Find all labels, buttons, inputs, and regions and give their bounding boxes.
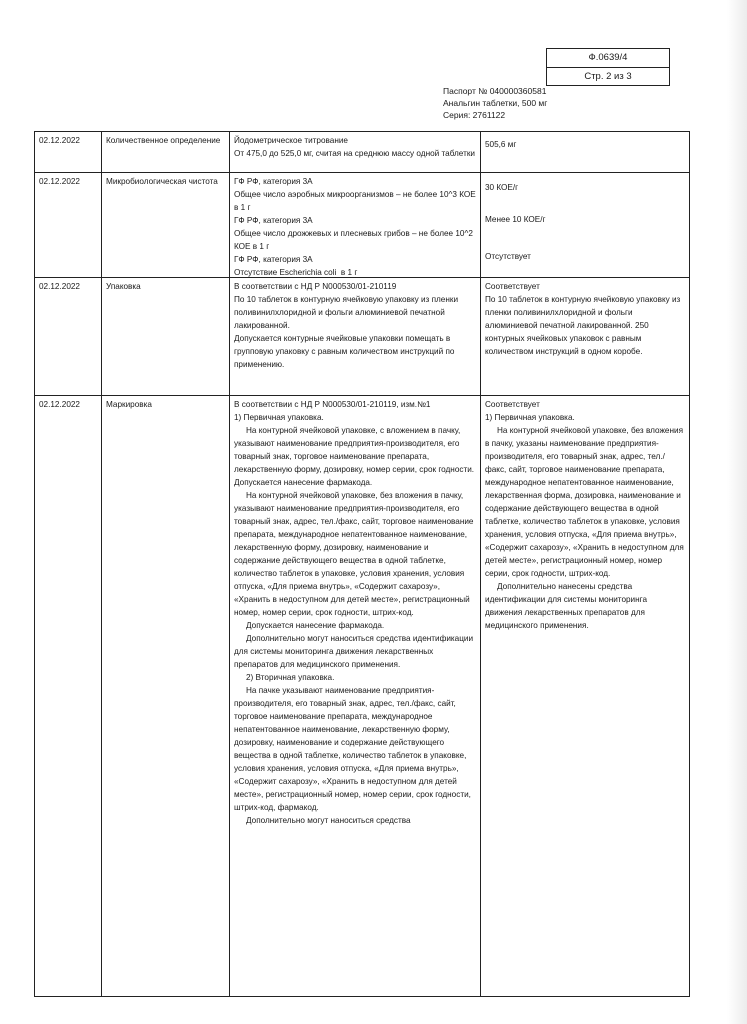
requirement-text: Йодометрическое титрование xyxy=(234,136,348,145)
product-name: Анальгин таблетки, 500 мг xyxy=(443,98,548,108)
test-name-cell: Микробиологическая чистота xyxy=(101,173,229,277)
date-cell: 02.12.2022 xyxy=(34,396,101,996)
requirement-text: Общее число дрожжевых и плесневых грибов – не более 10^2 КОЕ в 1 г xyxy=(234,229,476,251)
series-number: Серия: 2761122 xyxy=(443,110,506,120)
result-text: 505,6 мг xyxy=(485,140,517,149)
date-cell: 02.12.2022 xyxy=(34,173,101,277)
requirement-text: ГФ РФ, категория 3А xyxy=(234,177,313,186)
requirement-text: По 10 таблеток в контурную ячейковую упаковку из пленки поливинилхлоридной и фольги алюминиевой печатной лакированной. xyxy=(234,295,461,330)
requirement-text: В соответствии с НД Р N000530/01-210119, изм.№1 xyxy=(234,400,431,409)
test-name-cell: Маркировка xyxy=(101,396,229,996)
passport-number: Паспорт № 040000360581 xyxy=(443,86,547,96)
result-text: Менее 10 КОЕ/г xyxy=(485,215,546,224)
requirement-text: Допускается нанесение фармакода. xyxy=(246,621,385,630)
requirement-cell xyxy=(229,278,480,395)
requirement-cell xyxy=(229,173,480,277)
scan-page-edge xyxy=(727,0,747,1024)
requirement-text: Дополнительно могут наноситься средства xyxy=(246,816,411,825)
result-cell xyxy=(480,396,690,996)
requirement-text: Дополнительно могут наноситься средства идентификации для системы мониторинга движения лекарственных препаратов для медицинского применения. xyxy=(234,634,476,669)
result-cell xyxy=(480,132,690,172)
date-cell: 02.12.2022 xyxy=(34,132,101,172)
requirement-text: На контурной ячейковой упаковке, без вложения в пачку, указывают наименование предприятия-производителя, его товарный знак, адрес, тел./факс, сайт, торговое наименование препарата, международное непатентованное наименование, лекарственную форму, дозировку, наименование и содержание действующего вещества в одной таблетке, количество таблеток в упаковке, условия хранения, условия отпуска, «Для приема внутрь», «Содержит сахарозу», «Хранить в недоступном для детей месте», регистрационный номер, номер серии, срок годности, штрих-код. xyxy=(234,491,476,617)
requirement-text: В соответствии с НД Р N000530/01-210119 xyxy=(234,282,397,291)
requirement-text: ГФ РФ, категория 3А xyxy=(234,255,313,264)
result-text: 30 КОЕ/г xyxy=(485,183,519,192)
table-row xyxy=(34,278,690,396)
result-cell xyxy=(480,173,690,277)
date-cell: 02.12.2022 xyxy=(34,278,101,395)
result-cell xyxy=(480,278,690,395)
result-text: На контурной ячейковой упаковке, без вложения в пачку, указаны наименование предприятия-производителя, его товарный знак, адрес, тел./факс, сайт, торговое наименование препарата, международное непатентованное наименование, лекарственная форма, дозировка, наименование и содержание действующего вещества в одной таблетке, количество таблеток в упаковке, условия хранения, условия отпуска, «Для приема внутрь», «Содержит сахарозу», «Хранить в недоступном для детей месте», регистрационный номер, номер серии, срок годности, штрих-код. xyxy=(485,426,687,578)
requirement-text: На контурной ячейковой упаковке, с вложением в пачку, указывают наименование предприятия-производителя, его товарный знак, торговое наименование препарата, лекарственную форму, дозировку, номер серии, срок годности. Допускается нанесение фармакода. xyxy=(234,426,477,487)
requirement-text: Допускается контурные ячейковые упаковки помещать в групповую упаковку с равным количеством инструкций по применению. xyxy=(234,334,457,369)
result-text: Соответствует xyxy=(485,400,540,409)
table-row xyxy=(34,132,690,173)
test-results-table xyxy=(34,131,690,997)
result-text: Отсутствует xyxy=(485,252,531,261)
table-row xyxy=(34,173,690,278)
requirement-text: От 475,0 до 525,0 мг, считая на среднюю массу одной таблетки xyxy=(234,149,475,158)
requirement-text: ГФ РФ, категория 3А xyxy=(234,216,313,225)
result-text: 1) Первичная упаковка. xyxy=(485,413,575,422)
requirement-cell xyxy=(229,132,480,172)
result-text: Дополнительно нанесены средства идентификации для системы мониторинга движения лекарственных препаратов для медицинского применения. xyxy=(485,582,650,630)
requirement-text: Общее число аэробных микроорганизмов – не более 10^3 КОЕ в 1 г xyxy=(234,190,478,212)
test-name-cell: Количественное определение xyxy=(101,132,229,172)
table-row xyxy=(34,396,690,997)
requirement-cell xyxy=(229,396,480,996)
result-text: По 10 таблеток в контурную ячейковую упаковку из пленки поливинилхлоридной и фольги алюминиевой печатной лакированной. 250 контурных ячейковых упаковок с равным количеством инструкций в одном коробе. xyxy=(485,295,683,356)
requirement-text: На пачке указывают наименование предприятия-производителя, его товарный знак, адрес, тел./факс, сайт, торговое наименование препарата, международное непатентованное наименование, лекарственную форму, дозировку, наименование и содержание действующего вещества в одной таблетке, количество таблеток в упаковке, условия хранения, условия отпуска, «Для приема внутрь», «Содержит сахарозу», «Хранить в недоступном для детей месте», регистрационный номер, номер серии, срок годности, штрих-код, фармакод. xyxy=(234,686,474,812)
form-code: Ф.0639/4 xyxy=(547,49,669,68)
requirement-text: Отсутствие Escherichia coli в 1 г xyxy=(234,268,358,277)
test-name-cell: Упаковка xyxy=(101,278,229,395)
passport-block xyxy=(443,85,547,121)
requirement-text: 1) Первичная упаковка. xyxy=(234,413,324,422)
requirement-text: 2) Вторичная упаковка. xyxy=(246,673,335,682)
result-text: Соответствует xyxy=(485,282,540,291)
page-number: Стр. 2 из 3 xyxy=(584,71,632,82)
form-number-box xyxy=(546,48,670,86)
